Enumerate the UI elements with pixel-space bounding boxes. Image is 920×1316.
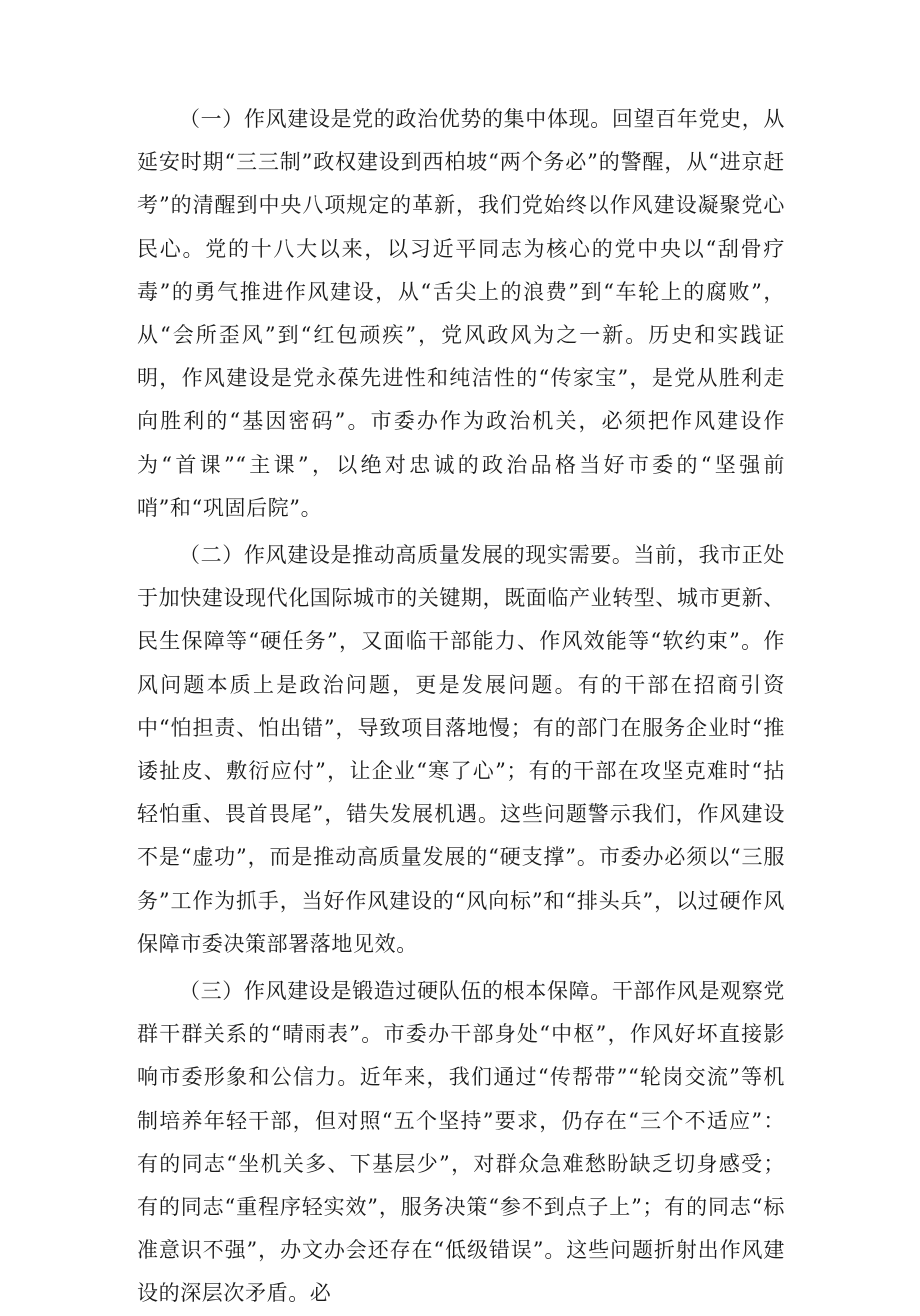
paragraph-2: （二）作风建设是推动高质量发展的现实需要。当前，我市正处于加快建设现代化国际城市的关键期，既面临产业转型、城市更新、民生保障等“硬任务”，又面临干部能力、作风效能等“软约束”。作风问题本质上是政治问题，更是发展问题。有的干部在招商引资中“怕担责、怕出错”，导致项目落地慢；有的部门在服务企业时“推诿扯皮、敷衍应付”，让企业“寒了心”；有的干部在攻坚克难时“拈轻怕重、畏首畏尾”，错失发展机遇。这些问题警示我们，作风建设不是“虚功”，而是推动高质量发展的“硬支撑”。市委办必须以“三服务”工作为抓手，当好作风建设的“风向标”和“排头兵”，以过硬作风保障市委决策部署落地见效。 xyxy=(137,543,785,956)
paragraph-1: （一）作风建设是党的政治优势的集中体现。回望百年党史，从延安时期“三三制”政权建设到西柏坡“两个务必”的警醒，从“进京赶考”的清醒到中央八项规定的革新，我们党始终以作风建设凝聚党心民心。党的十八大以来，以习近平同志为核心的党中央以“刮骨疗毒”的勇气推进作风建设，从“舌尖上的浪费”到“车轮上的腐败”，从“会所歪风”到“红包顽疾”，党风政风为之一新。历史和实践证明，作风建设是党永葆先进性和纯洁性的“传家宝”，是党从胜利走向胜利的“基因密码”。市委办作为政治机关，必须把作风建设作为“首课”“主课”，以绝对忠诚的政治品格当好市委的“坚强前哨”和“巩固后院”。 xyxy=(137,107,785,520)
document-body xyxy=(137,98,785,1316)
paragraph-3: （三）作风建设是锻造过硬队伍的根本保障。干部作风是观察党群干群关系的“晴雨表”。市委办干部身处“中枢”，作风好坏直接影响市委形象和公信力。近年来，我们通过“传帮带”“轮岗交流”等机制培养年轻干部，但对照“五个坚持”要求，仍存在“三个不适应”：有的同志“坐机关多、下基层少”，对群众急难愁盼缺乏切身感受；有的同志“重程序轻实效”，服务决策“参不到点子上”；有的同志“标准意识不强”，办文办会还存在“低级错误”。这些问题折射出作风建设的深层次矛盾。必 xyxy=(137,979,785,1306)
